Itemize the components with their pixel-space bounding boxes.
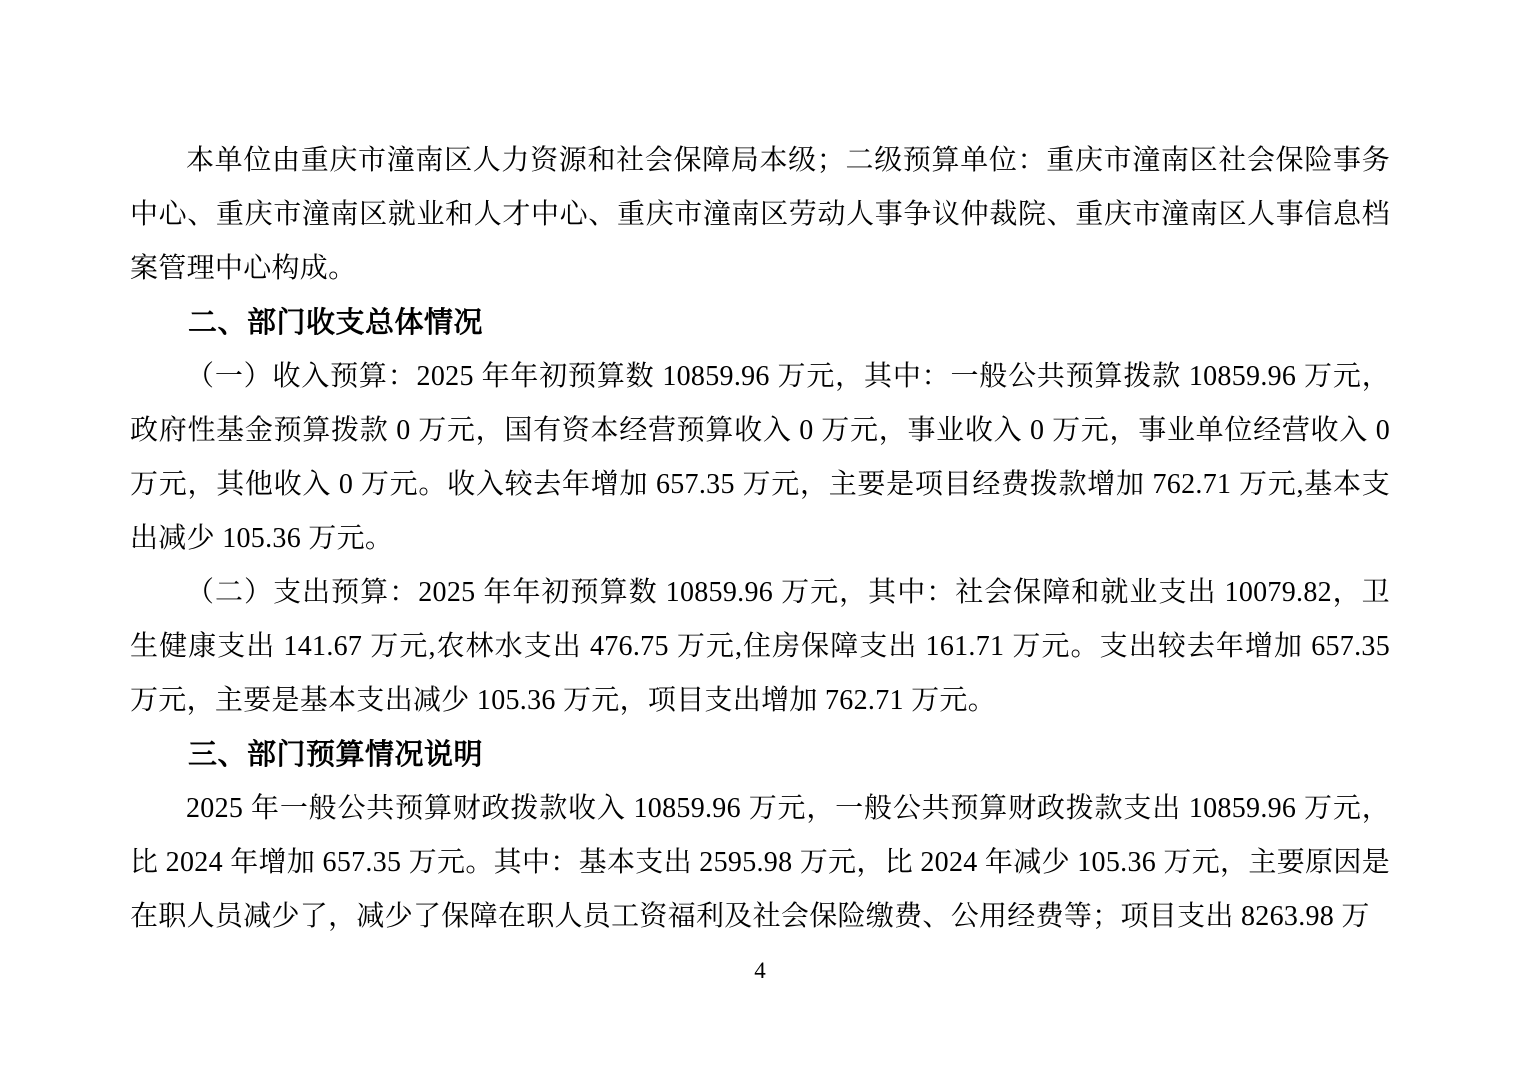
paragraph-org-composition: 本单位由重庆市潼南区人力资源和社会保障局本级；二级预算单位：重庆市潼南区社会保险事务中心、重庆市潼南区就业和人才中心、重庆市潼南区劳动人事争议仲裁院、重庆市潼南区人事信息档案管理中心构成。 (130, 145, 1390, 284)
document-content (130, 134, 1390, 944)
page-number: 4 (754, 958, 766, 983)
paragraph-expenditure-budget: （二）支出预算：2025 年年初预算数 10859.96 万元，其中：社会保障和就业支出 10079.82，卫生健康支出 141.67 万元,农林水支出 476.75 万元,住房保障支出 161.71 万元。支出较去年增加 657.35 万元，主要是基本支出减少 105.36 万元，项目支出增加 762.71 万元。 (130, 577, 1390, 716)
heading-section-3: 三、部门预算情况说明 (188, 739, 484, 771)
heading-section-2: 二、部门收支总体情况 (188, 307, 484, 339)
paragraph-income-budget: （一）收入预算：2025 年年初预算数 10859.96 万元，其中：一般公共预算拨款 10859.96 万元，政府性基金预算拨款 0 万元，国有资本经营预算收入 0 万元，事业收入 0 万元，事业单位经营收入 0 万元，其他收入 0 万元。收入较去年增加 657.35 万元，主要是项目经费拨款增加 762.71 万元,基本支出减少 105.36 万元。 (130, 361, 1390, 554)
paragraph-budget-explanation: 2025 年一般公共预算财政拨款收入 10859.96 万元，一般公共预算财政拨款支出 10859.96 万元，比 2024 年增加 657.35 万元。其中：基本支出 2595.98 万元，比 2024 年减少 105.36 万元，主要原因是在职人员减少了，减少了保障在职人员工资福利及社会保险缴费、公用经费等；项目支出 8263.98 万 (130, 793, 1390, 932)
